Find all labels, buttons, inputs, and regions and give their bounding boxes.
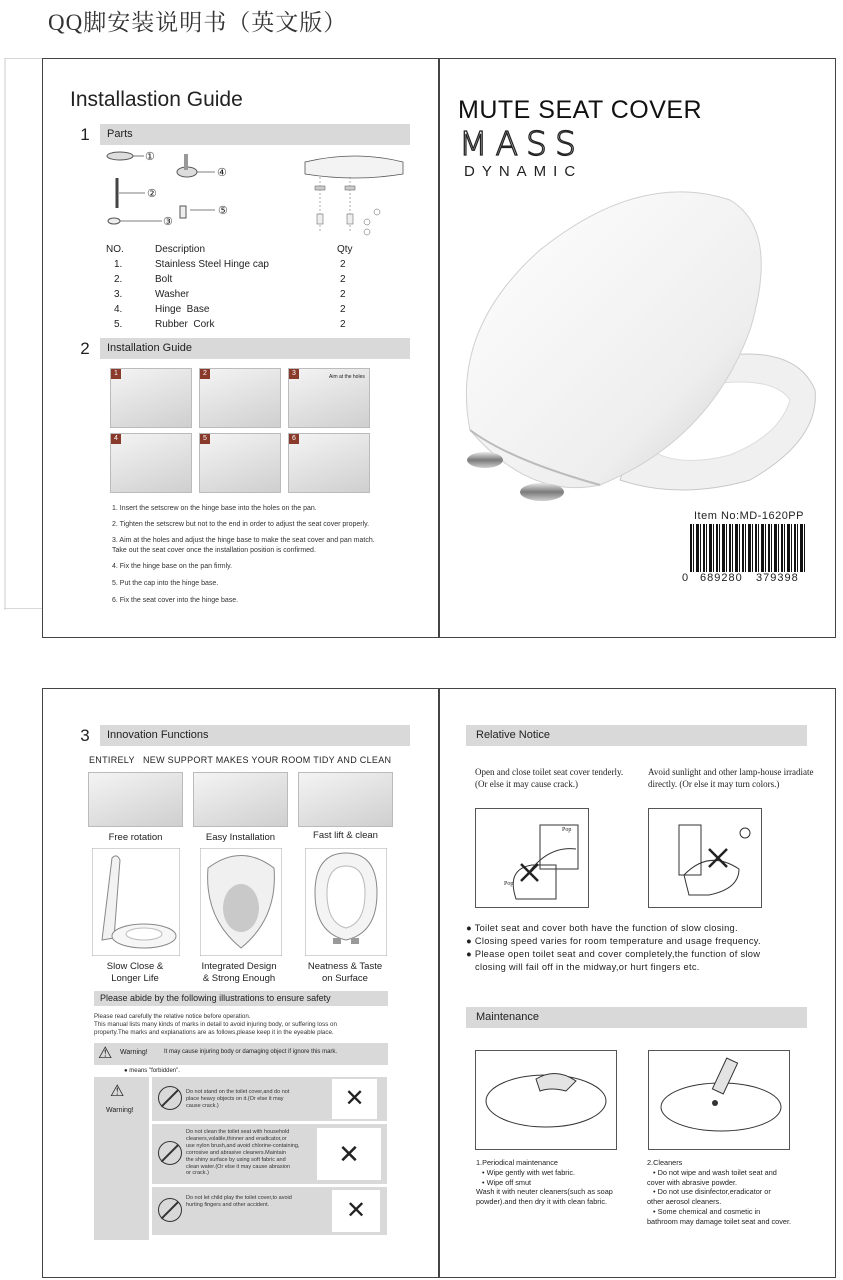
row-qty: 2 (340, 304, 346, 315)
table-row (106, 319, 356, 334)
rule-text (186, 1089, 289, 1110)
sheet-bottom-divider (438, 688, 440, 1278)
bullet-item (466, 961, 761, 974)
table-row (106, 274, 356, 289)
feature-photo (298, 772, 393, 827)
page-title: QQ脚安装说明书（英文版） (48, 10, 348, 35)
rule-line: Do not clean the toilet seat with household (186, 1129, 290, 1135)
step-badge: 5 (200, 434, 210, 444)
parts-marker: ④ (217, 167, 227, 179)
toilet-lid-drawing (476, 809, 588, 907)
bullet-icon: ● (466, 949, 475, 959)
maintenance-line: cover with abrasive powder. (647, 1177, 738, 1187)
wiping-drawing (476, 1051, 616, 1149)
table-row (106, 259, 356, 274)
section-header-maintenance: Maintenance (466, 1007, 807, 1028)
rule-line: place heavy objects on it.(Or else it may (186, 1096, 284, 1102)
feature-photo (88, 772, 183, 827)
stand-icon: ✕ (332, 1079, 377, 1119)
maintenance-left-text (476, 1158, 613, 1207)
rule-line: or crack.) (186, 1170, 209, 1177)
row-qty: 2 (340, 259, 346, 270)
caption-line: (Or else it may cause crack.) (475, 779, 578, 789)
barcode-digit: 0 (682, 572, 689, 584)
rule-panel (152, 1077, 387, 1121)
parts-marker: ① (145, 151, 155, 163)
barcode (690, 524, 805, 572)
brand-logo: MASS (459, 124, 584, 163)
warning-side-label: Warning! (106, 1107, 134, 1114)
table-row (106, 289, 356, 304)
notice-bullets (466, 922, 761, 974)
parts-illustration (100, 148, 260, 230)
feature-label (80, 961, 190, 985)
maintenance-line: • Do not use disinfector,eradicator or (653, 1187, 771, 1197)
caption-line: directly. (Or else it may turn colors.) (648, 779, 780, 789)
section-header-notice: Relative Notice (466, 725, 807, 746)
row-description: Rubber Cork (155, 319, 215, 330)
feature-label-line: & Strong Enough (202, 973, 276, 984)
warning-icon: ⚠ (110, 1083, 125, 1100)
bullet-text: Toilet seat and cover both have the function of slow closing. (474, 923, 738, 933)
notice-illustration-left (475, 808, 589, 908)
section-label: Parts (107, 128, 133, 140)
rule-text (186, 1195, 292, 1209)
table-header-no: NO. (106, 244, 124, 255)
maintenance-line: 2.Cleaners (647, 1158, 683, 1167)
section-header-installation (70, 338, 410, 359)
step-photo (288, 433, 370, 493)
row-no: 5. (114, 319, 123, 330)
feature-label-line: Slow Close & (106, 961, 164, 972)
rule-text (186, 1129, 299, 1177)
frame-line (4, 58, 6, 610)
maintenance-line: bathroom may damage toilet seat and cover. (647, 1216, 791, 1226)
step-text: 5. Put the cap into the hinge base. (112, 580, 219, 587)
section-header-parts (70, 124, 410, 145)
abide-header: Please abide by the following illustrations to ensure safety (94, 991, 388, 1006)
intro-line: property.The marks and explanations are as follows,please keep it in the eyeable place. (94, 1029, 334, 1036)
cleaner-icon: ✕ (317, 1128, 381, 1180)
rule-panel (152, 1187, 387, 1235)
bullet-icon: ● (466, 923, 475, 933)
rule-line: cause crack.) (186, 1103, 219, 1109)
table-header-description: Description (155, 244, 206, 255)
section-label: Installation Guide (107, 342, 192, 354)
cover-title: MUTE SEAT COVER (458, 96, 703, 124)
feature-label (184, 961, 294, 985)
feature-label-line: Neatness & Taste (307, 961, 383, 972)
notice-caption-right (648, 766, 814, 790)
maintenance-line: Wash it with neuter cleaners(such as soap (476, 1187, 613, 1197)
aim-label: Aim at the holes (329, 374, 365, 380)
row-qty: 2 (340, 289, 346, 300)
feature-label: Easy Installation (205, 832, 276, 843)
warning-text: It may cause injuring body or damaging object if ignore this mark. (164, 1049, 338, 1055)
step-text: 1. Insert the setscrew on the hinge base into the holes on the pan. (112, 505, 317, 512)
maintenance-line: 1.Periodical maintenance (476, 1158, 558, 1167)
rule-line: use nylon brush,and avoid chlorine-containing, (186, 1142, 300, 1149)
step-badge: 6 (289, 434, 299, 444)
section-number: 1 (70, 124, 100, 145)
parts-marker: ⑤ (218, 205, 228, 217)
guide-title: Installastion Guide (70, 88, 243, 111)
section-number: 3 (70, 725, 100, 746)
row-description: Washer (155, 289, 190, 300)
warning-label: Warning! (120, 1049, 148, 1056)
notice-illustration-right (648, 808, 762, 908)
rule-line: the shiny surface by using soft fabric and (186, 1156, 286, 1163)
caption-line: Open and close toilet seat cover tenderly. (475, 767, 624, 777)
maintenance-illustration-left (475, 1050, 617, 1150)
sunlight-drawing (649, 809, 761, 907)
rule-line: corrosive and abrasive cleaners.Maintain (186, 1149, 286, 1156)
section-number: 2 (70, 338, 100, 359)
feature-label-line: on Surface (322, 973, 368, 984)
frame-line (4, 608, 44, 609)
exploded-diagram (295, 152, 410, 242)
bullet-text: Closing speed varies for room temperature and usage frequency. (474, 936, 761, 946)
bullet-item (466, 948, 761, 961)
rule-panel (152, 1124, 387, 1184)
section-label: Innovation Functions (107, 729, 209, 741)
row-no: 3. (114, 289, 123, 300)
bullet-text: Please open toilet seat and cover completely,the function of slow (474, 949, 761, 959)
sheet-top-divider (438, 58, 440, 638)
step-photo (199, 433, 281, 493)
feature-bowl-image (200, 848, 282, 956)
rule-line: Do not let child play the toilet cover,to avoid (186, 1195, 292, 1201)
maintenance-illustration-right (648, 1050, 790, 1150)
forbidden-note (124, 1068, 180, 1074)
row-description: Hinge Base (155, 304, 210, 315)
warning-icon: ⚠ (98, 1045, 113, 1062)
row-description: Stainless Steel Hinge cap (155, 259, 269, 270)
step-badge: 4 (111, 434, 121, 444)
warning-bar (94, 1043, 388, 1065)
bullet-icon: ● (124, 1068, 128, 1074)
parts-marker: ② (147, 188, 157, 200)
step-photo (288, 368, 370, 428)
feature-label-line: Integrated Design (201, 961, 277, 972)
step-text: 3. Aim at the holes and adjust the hinge base to make the seat cover and pan match. Take out the seat cover once the installation position is confirmed. (112, 537, 375, 554)
parts-marker: ③ (163, 216, 173, 228)
cleaner-drawing (649, 1051, 789, 1149)
bullet-text: closing will fail off in the midway,or hurt fingers etc. (475, 962, 700, 972)
row-qty: 2 (340, 274, 346, 285)
feature-lid-image (305, 848, 387, 956)
rule-line: clean water.(Or else it may cause abrasion (186, 1163, 290, 1170)
maintenance-right-text (647, 1158, 791, 1227)
step-photo (199, 368, 281, 428)
rule-line: Do not stand on the toilet cover,and do not (186, 1089, 290, 1095)
safety-intro (94, 1013, 394, 1037)
row-no: 2. (114, 274, 123, 285)
caption-line: Avoid sunlight and other lamp-house irradiate (648, 767, 814, 777)
item-number: Item No:MD-1620PP (694, 510, 804, 522)
forbidden-note-text: means "forbidden". (129, 1068, 180, 1074)
maintenance-line: • Wipe off smut (482, 1177, 532, 1187)
feature-label: Free rotation (108, 832, 163, 843)
feature-label: Fast lift & clean (313, 830, 378, 841)
barcode-digits: 379398 (756, 572, 799, 584)
warning-side-panel (94, 1077, 149, 1240)
toilet-seat-image (450, 180, 830, 510)
intro-line: Please read carefully the relative notice before operation. (94, 1013, 251, 1020)
pop-label: Pop (504, 881, 514, 887)
row-no: 1. (114, 259, 123, 270)
maintenance-line: • Do not wipe and wash toilet seat and (653, 1167, 777, 1177)
notice-caption-left (475, 766, 623, 790)
feature-photo (193, 772, 288, 827)
intro-line: This manual lists many kinds of marks in detail to avoid injuring body, or suffering loss on (94, 1021, 337, 1028)
step-badge: 3 (289, 369, 299, 379)
step-badge: 2 (200, 369, 210, 379)
step-badge: 1 (111, 369, 121, 379)
frame-line (4, 58, 44, 59)
tagline: ENTIRELY NEW SUPPORT MAKES YOUR ROOM TIDY AND CLEAN (89, 755, 392, 765)
row-no: 4. (114, 304, 123, 315)
maintenance-line: • Wipe gently with wet fabric. (482, 1167, 575, 1177)
step-text: 6. Fix the seat cover into the hinge base. (112, 597, 239, 604)
rule-line: cleaners,volatile,thinner and eradicator,or (186, 1135, 287, 1142)
bullet-item (466, 935, 761, 948)
row-qty: 2 (340, 319, 346, 330)
step-photo (110, 368, 192, 428)
maintenance-line: powder).and then dry it with clean fabric. (476, 1197, 608, 1207)
step-text: 2. Tighten the setscrew but not to the end in order to adjust the seat cover properly. (112, 521, 370, 528)
feature-label-line: Longer Life (111, 973, 159, 984)
section-header-innovation (70, 725, 410, 746)
barcode-digits: 689280 (700, 572, 743, 584)
child-icon: ✕ (332, 1190, 380, 1232)
table-header-qty: Qty (337, 244, 353, 255)
brand-sub: DYNAMIC (464, 163, 583, 180)
row-description: Bolt (155, 274, 173, 285)
step-photo (110, 433, 192, 493)
pop-label: Pop (562, 827, 572, 833)
bullet-icon: ● (466, 936, 475, 946)
table-row (106, 304, 356, 319)
maintenance-line: • Some chemical and cosmetic in (653, 1206, 761, 1216)
step-text: 4. Fix the hinge base on the pan firmly. (112, 563, 233, 570)
feature-label (290, 961, 400, 985)
rule-line: hurting fingers and other accident. (186, 1202, 270, 1208)
feature-seat-image (92, 848, 180, 956)
bullet-item (466, 922, 761, 935)
maintenance-line: other aerosol cleaners. (647, 1197, 722, 1207)
